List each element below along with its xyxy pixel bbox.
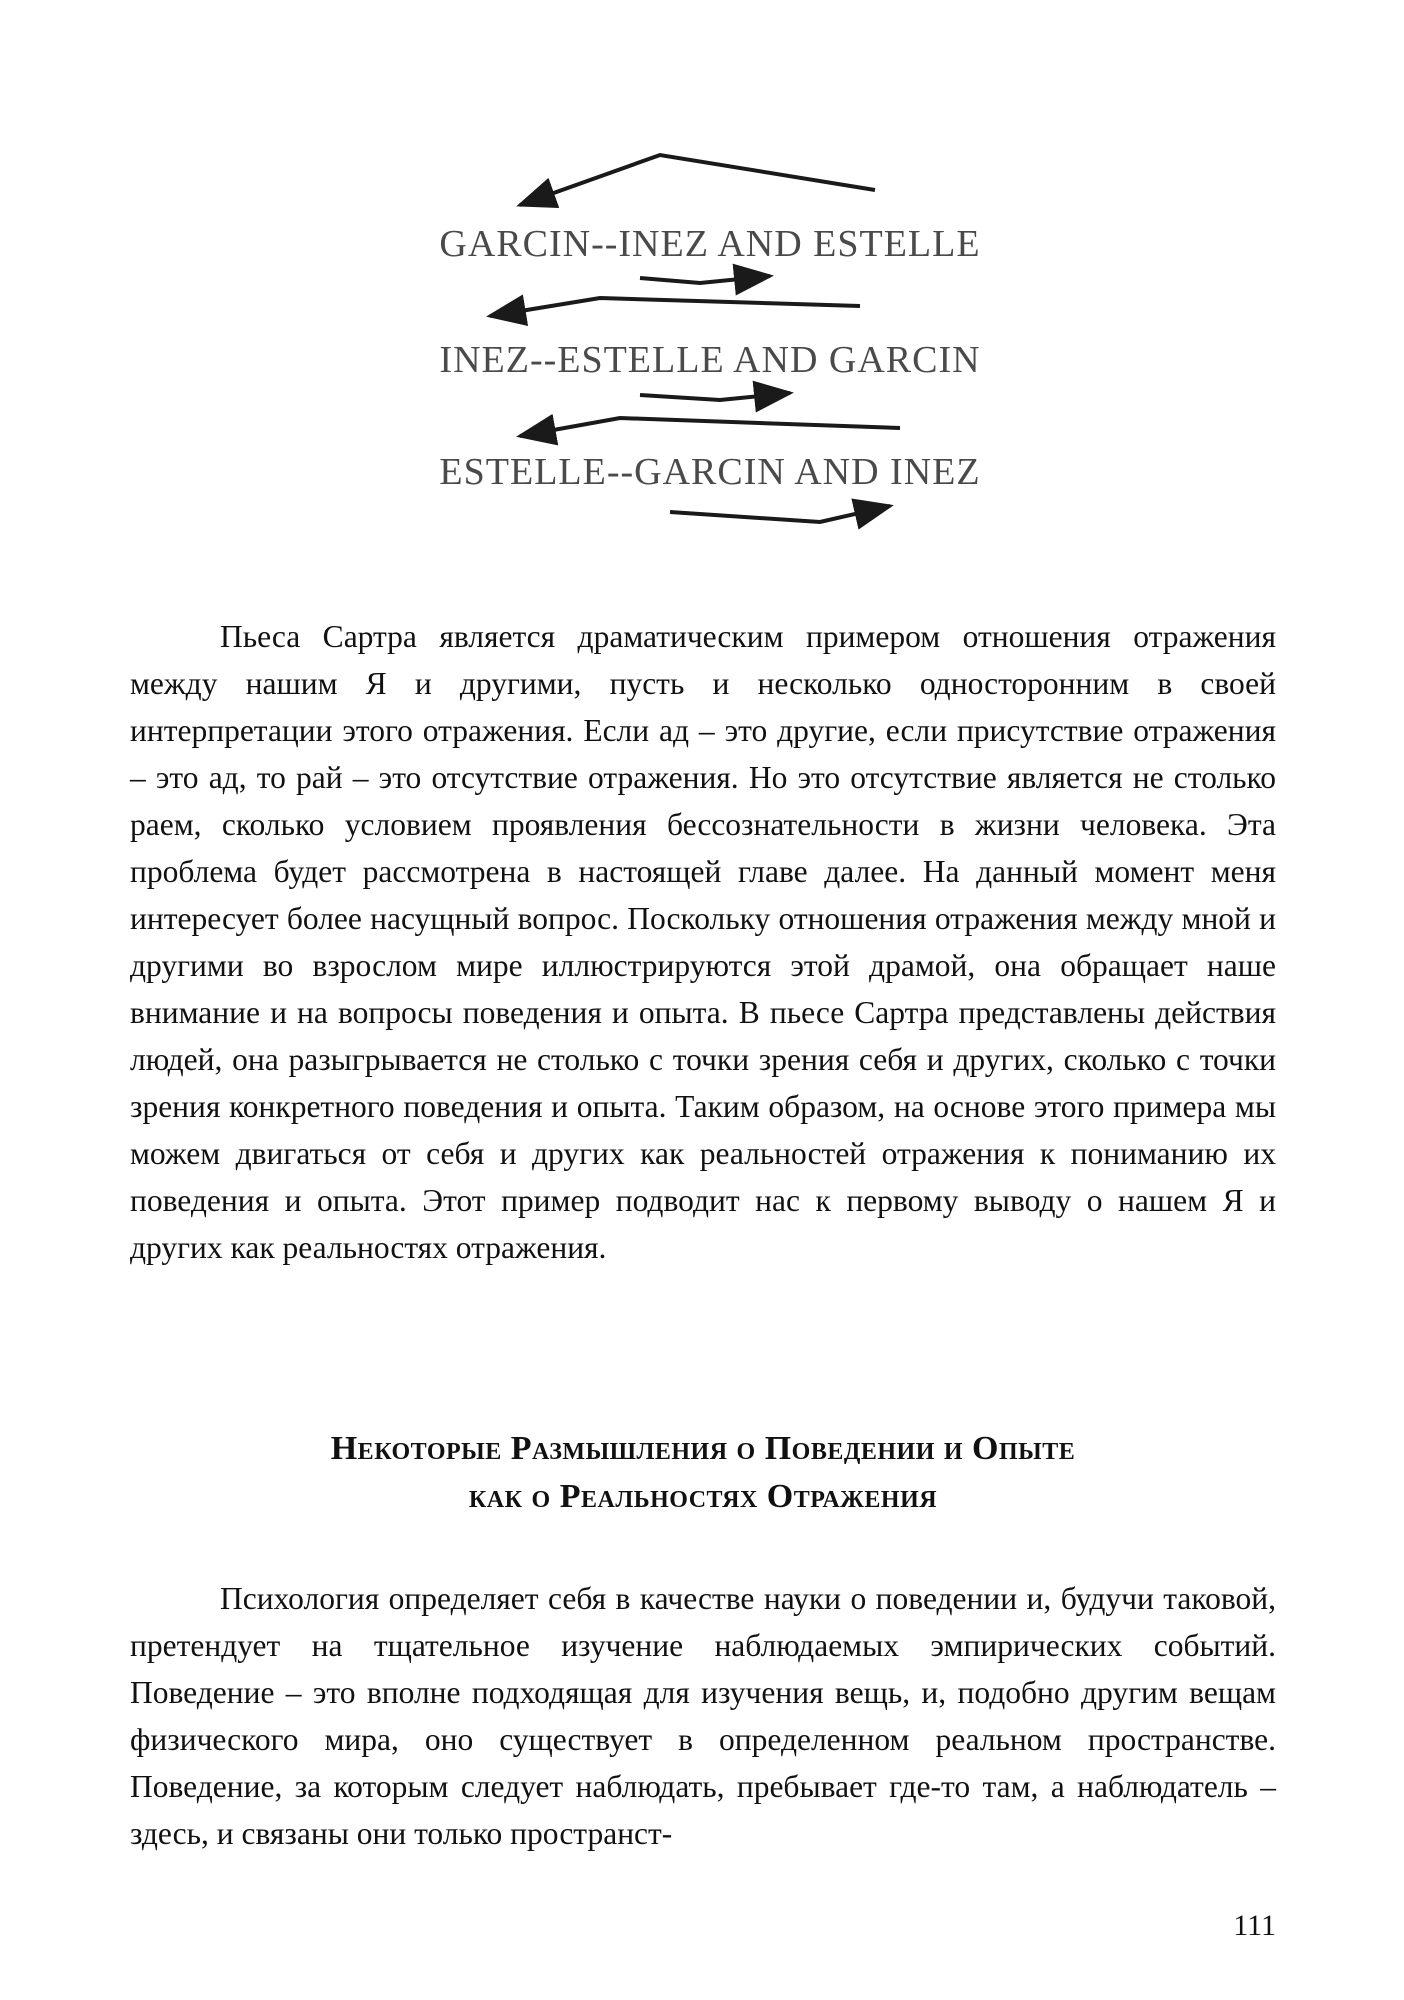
arrow-left-icon xyxy=(520,155,875,205)
figure-line-3: ESTELLE--GARCIN AND INEZ xyxy=(439,451,981,493)
arrow-right-icon xyxy=(670,506,890,522)
body-paragraph-1: Пьеса Сартра является драматическим примером отношения отражения между нашим Я и другими, пусть и несколько односторонним в своей интерпретации этого отражения. Если ад – это другие, если присутствие отражения – это ад, то рай – это отсутствие отражения. Но это отсутствие является не столько раем, сколько условием проявления бессознательности в жизни человека. Эта проблема будет рассмотрена в настоящей главе далее. На данный момент меня интересует более насущный вопрос. Поскольку отношения отражения между мной и другими во взрослом мире иллюстрируются этой драмой, она обращает наше внимание и на вопросы поведения и опыта. В пьесе Сартра представлены действия людей, она разыгрывается не столько с точки зрения себя и других, сколько с точки зрения конкретного поведения и опыта. Таким образом, на основе этого примера мы можем двигаться от себя и других как реальностей отражения к пониманию их поведения и опыта. Этот пример подводит нас к первому выводу о нашем Я и других как реальностях отражения. xyxy=(130,619,1276,1265)
section-heading-line-1: Некоторые Размышления о Поведении и Опыте xyxy=(330,1430,1076,1467)
arrow-left-icon xyxy=(490,298,860,316)
section-heading-line-2: как о Реальностях Отражения xyxy=(468,1478,938,1515)
arrow-left-icon xyxy=(520,418,900,436)
figure-line-1: GARCIN--INEZ AND ESTELLE xyxy=(439,223,981,265)
page-number: 111 xyxy=(1233,1909,1276,1942)
arrow-right-icon xyxy=(640,276,770,283)
figure-line-2: INEZ--ESTELLE AND GARCIN xyxy=(439,339,981,381)
arrow-right-icon xyxy=(640,393,790,400)
body-paragraph-2: Психология определяет себя в качестве науки о поведении и, будучи таковой, претендует на тщательное изучение наблюдаемых эмпирических событий. Поведение – это вполне подходящая для изучения вещь, и, подобно другим вещам физического мира, оно существует в определенном реальном пространстве. Поведение, за которым следует наблюдать, пребывает где-то там, а наблюдатель – здесь, и связаны они только пространст- xyxy=(130,1581,1276,1851)
section-heading xyxy=(130,1425,1276,1521)
reflection-diagram xyxy=(0,0,1404,560)
